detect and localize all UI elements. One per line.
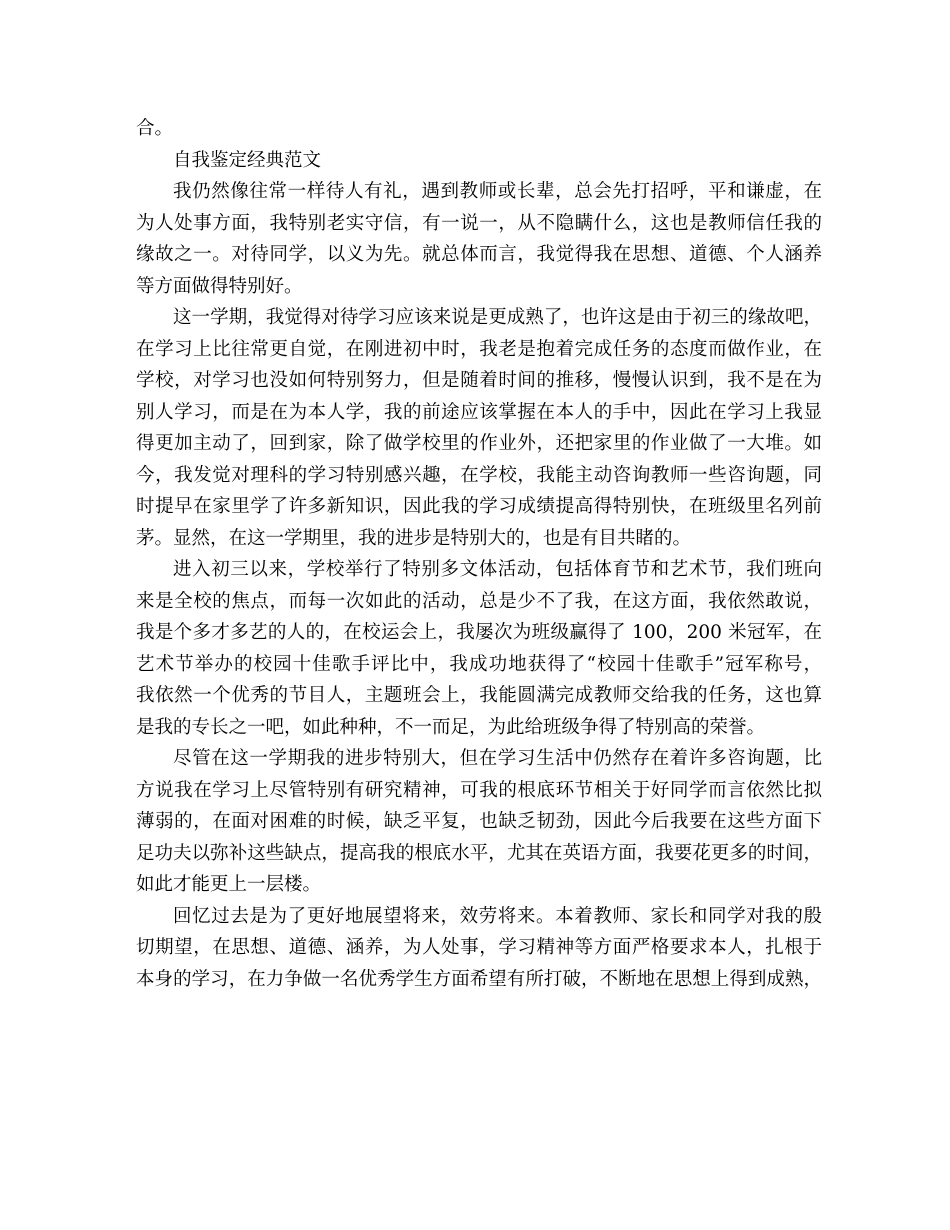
text-line: 本身的学习，在力争做一名优秀学生方面希望有所打破，不断地在思想上得到成熟， [136,968,822,990]
text-line: 等方面做得特别好。 [136,275,303,297]
text-line: 我仍然像往常一样待人有礼，遇到教师或长辈，总会先打招呼，平和谦虚，在 [173,181,822,202]
text-line: 艺术节举办的校园十佳歌手评比中，我成功地获得了“校园十佳歌手”冠军称号， [136,653,822,675]
text-line: 得更加主动了，回到家，除了做学校里的作业外，还把家里的作业做了一大堆。如 [136,433,822,454]
section-heading: 自我鉴定经典范文 [173,149,322,171]
text-line: 学校，对学习也没如何特别努力，但是随着时间的推移，慢慢认识到，我不是在为 [136,370,822,391]
text-line: 如此才能更上一层楼。 [136,874,322,895]
text-line: 足功夫以弥补这些缺点，提高我的根底水平，尤其在英语方面，我要花更多的时间， [136,842,822,864]
text-line: 别人学习，而是在为本人学，我的前途应该掌握在本人的手中，因此在学习上我显 [136,401,822,423]
text-line: 回忆过去是为了更好地展望将来，效劳将来。本着教师、家长和同学对我的殷 [173,905,822,927]
text-line: 为人处事方面，我特别老实守信，有一说一，从不隐瞒什么，这也是教师信任我的 [136,212,822,234]
text-line: 今，我发觉对理科的学习特别感兴趣，在学校，我能主动咨询教师一些咨询题，同 [136,464,822,486]
text-line: 进入初三以来，学校举行了特别多文体活动，包括体育节和艺术节，我们班向 [173,559,822,580]
text-line: 合。 [136,118,174,139]
text-line: 切期望，在思想、道德、涵养，为人处事，学习精神等方面严格要求本人，扎根于 [136,937,822,958]
text-line: 薄弱的，在面对困难的时候，缺乏平复，也缺乏韧劲，因此今后我要在这些方面下 [136,811,822,832]
text-line: 我是个多才多艺的人的，在校运会上，我屡次为班级赢得了 100，200 米冠军，在 [136,622,822,643]
text-line: 是我的专长之一吧，如此种种，不一而足，为此给班级争得了特别高的荣誉。 [136,716,766,738]
text-line: 时提早在家里学了许多新知识，因此我的学习成绩提高得特别快，在班级里名列前 [136,496,822,517]
text-line: 这一学期，我觉得对待学习应该来说是更成熟了，也许这是由于初三的缘故吧， [173,307,822,328]
text-line: 在学习上比往常更自觉，在刚进初中时，我老是抱着完成任务的态度而做作业，在 [136,338,822,360]
text-line: 方说我在学习上尽管特别有研究精神，可我的根底环节相关于好同学而言依然比拟 [136,779,822,801]
document-body [136,113,822,995]
text-line: 我依然一个优秀的节目人，主题班会上，我能圆满完成教师交给我的任务，这也算 [136,685,822,706]
text-line: 缘故之一。对待同学，以义为先。就总体而言，我觉得我在思想、道德、个人涵养 [136,244,822,265]
text-line: 来是全校的焦点，而每一次如此的活动，总是少不了我，在这方面，我依然敢说， [136,590,822,612]
text-line: 茅。显然，在这一学期里，我的进步是特别大的，也是有目共睹的。 [136,527,692,549]
text-line: 尽管在这一学期我的进步特别大，但在学习生活中仍然存在着许多咨询题，比 [173,748,822,769]
